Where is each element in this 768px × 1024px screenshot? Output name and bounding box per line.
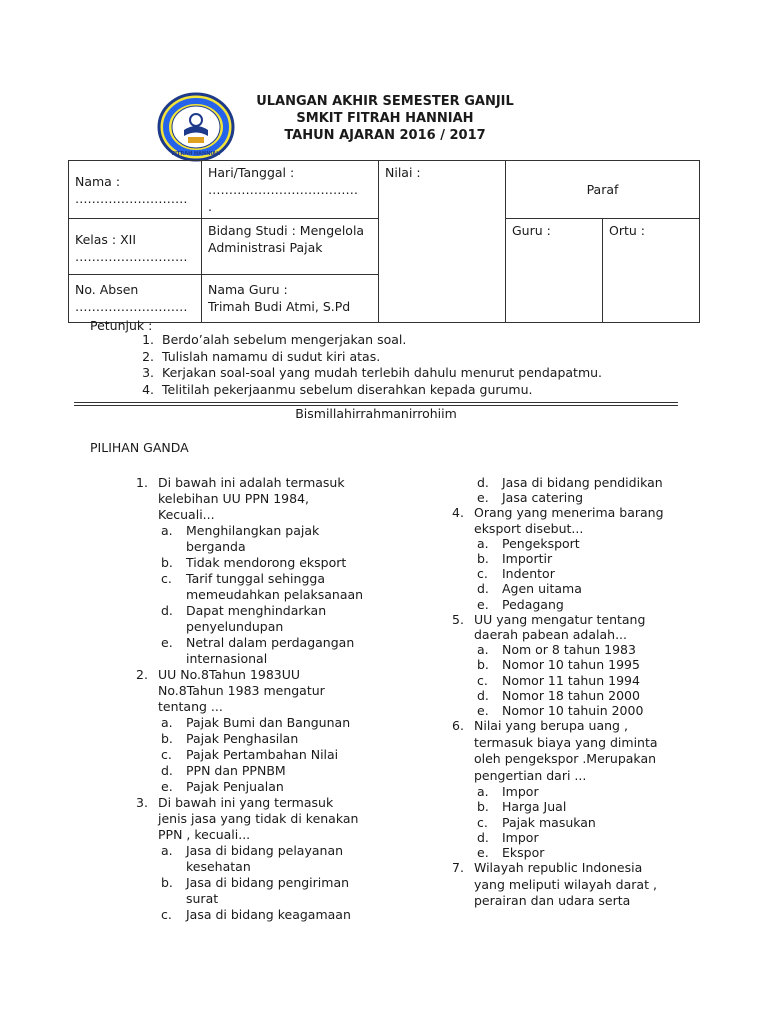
divider (74, 402, 678, 403)
paraf-cell (506, 161, 700, 219)
question-number: 3. (136, 795, 148, 810)
petunjuk-item: 4. Telitilah pekerjaanmu sebelum diserahkan kepada gurumu. (158, 382, 602, 399)
namaguru-label: Nama Guru : (208, 282, 288, 297)
option: e. Netral dalam perdagangan internasional (161, 635, 355, 666)
question-number: 4. (452, 505, 464, 521)
logo-text: FITRAH HANNIAH (171, 151, 221, 157)
hari-cell (202, 161, 379, 219)
question-3 (136, 795, 376, 923)
kelas-cell (69, 219, 202, 275)
paraf-label: Paraf (586, 182, 619, 197)
question-3-continued (452, 475, 702, 505)
option: a. Menghilangkan pajak berganda (161, 523, 320, 554)
option: c. Pajak masukan (477, 814, 596, 830)
question-text: termasuk biaya yang diminta (474, 734, 658, 750)
bidang-cell (202, 219, 379, 275)
question-text: yang meliputi wilayah darat , (474, 876, 657, 892)
option: b. Importir (477, 551, 553, 567)
kelas-label: Kelas : XII (75, 232, 137, 247)
petunjuk-title: Petunjuk : (90, 318, 153, 333)
petunjuk-item: 3. Kerjakan soal-soal yang mudah terlebih dahulu menurut pendapatmu. (158, 365, 602, 382)
option: b. Pajak Penghasilan (161, 731, 299, 746)
petunjuk-item: 1. Berdo’alah sebelum mengerjakan soal. (158, 332, 602, 349)
question-text: pengertian dari ... (474, 767, 587, 783)
kelas-dots: ……………………… (75, 249, 188, 264)
hari-dot: . (208, 199, 212, 214)
option: e. Nomor 10 tahuin 2000 (477, 703, 644, 719)
question-text: kelebihan UU PPN 1984, (158, 491, 309, 506)
question-text: Nilai yang berupa uang , (474, 718, 628, 734)
right-column (452, 475, 702, 910)
question-text: No.8Tahun 1983 mengatur (158, 683, 325, 698)
option: b. Nomor 10 tahun 1995 (477, 657, 640, 673)
question-text: UU No.8Tahun 1983UU (158, 667, 301, 682)
question-text: Di bawah ini yang termasuk (158, 795, 334, 810)
option: b. Tidak mendorong eksport (161, 555, 347, 570)
question-number: 2. (136, 667, 148, 682)
nama-dots: ……………………… (75, 191, 188, 206)
option: d. Dapat menghindarkan penyelundupan (161, 603, 327, 634)
question-text: tentang ... (158, 699, 223, 714)
ortu-sign-cell (603, 219, 700, 323)
question-text: Orang yang menerima barang (474, 505, 664, 521)
option: a. Pajak Bumi dan Bangunan (161, 715, 351, 730)
question-text: oleh pengekspor .Merupakan (474, 751, 657, 767)
option: b. Harga Jual (477, 799, 567, 815)
petunjuk-list (118, 332, 602, 398)
namaguru-cell (202, 275, 379, 323)
option: a. Jasa di bidang pelayanan kesehatan (161, 843, 344, 874)
absen-label: No. Absen (75, 282, 139, 297)
question-text: eksport disebut... (474, 520, 584, 536)
nama-label: Nama : (75, 174, 121, 189)
question-2 (136, 667, 376, 795)
option: d. Agen uitama (477, 581, 582, 597)
question-5 (452, 612, 702, 718)
option: c. Tarif tunggal sehingga memeudahkan pelaksanaan (161, 571, 364, 602)
option: b. Jasa di bidang pengiriman surat (161, 875, 350, 906)
left-column (136, 475, 376, 923)
question-number: 6. (452, 718, 464, 734)
question-text: PPN , kecuali... (158, 827, 251, 842)
question-text: jenis jasa yang tidak di kenakan (158, 811, 359, 826)
student-info-table (68, 160, 700, 323)
bidang-line1: Bidang Studi : Mengelola (208, 223, 365, 238)
school-name: SMKIT FITRAH HANNIAH (296, 111, 474, 126)
guru-sign-cell (506, 219, 603, 323)
option: e. Jasa catering (477, 490, 584, 506)
petunjuk-item: 2. Tulislah namamu di sudut kiri atas. (158, 349, 602, 366)
bidang-line2: Administrasi Pajak (208, 240, 323, 255)
option: d. Impor (477, 829, 539, 845)
question-6 (452, 718, 702, 860)
section-title: PILIHAN GANDA (90, 440, 189, 455)
question-text: UU yang mengatur tentang (474, 611, 646, 627)
absen-cell (69, 275, 202, 323)
option: e. Pedagang (477, 596, 564, 612)
nama-cell (69, 161, 202, 219)
bismillah-text: Bismillahirrahmanirrohiim (295, 406, 457, 421)
question-number: 7. (452, 860, 464, 876)
option: a. Nom or 8 tahun 1983 (477, 642, 636, 658)
question-1 (136, 475, 376, 667)
question-text: Di bawah ini adalah termasuk (158, 475, 345, 490)
option: c. Jasa di bidang keagamaan (161, 907, 351, 922)
option: c. Indentor (477, 566, 555, 582)
option: a. Impor (477, 784, 539, 800)
nilai-label: Nilai : (385, 165, 421, 180)
option: d. PPN dan PPNBM (161, 763, 286, 778)
option: d. Jasa di bidang pendidikan (477, 475, 663, 490)
ortu-label: Ortu : (609, 223, 645, 238)
question-7 (452, 860, 702, 910)
hari-dots: ……………………………… (208, 182, 358, 197)
absen-dots: ……………………… (75, 299, 188, 314)
option: a. Pengeksport (477, 535, 580, 551)
exam-title: ULANGAN AKHIR SEMESTER GANJIL (256, 94, 514, 109)
hari-label: Hari/Tanggal : (208, 165, 295, 180)
option: c. Pajak Pertambahan Nilai (161, 747, 339, 762)
question-text: daerah pabean adalah... (474, 627, 627, 643)
option: e. Pajak Penjualan (161, 779, 284, 794)
question-number: 1. (136, 475, 148, 490)
guru-label: Guru : (512, 223, 551, 238)
nilai-cell (379, 161, 506, 323)
question-4 (452, 505, 702, 611)
option: d. Nomor 18 tahun 2000 (477, 687, 640, 703)
option: e. Ekspor (477, 845, 545, 861)
option: c. Nomor 11 tahun 1994 (477, 672, 640, 688)
question-text: perairan dan udara serta (474, 893, 631, 909)
question-text: Wilayah republic Indonesia (474, 860, 643, 876)
question-text: Kecuali... (158, 507, 215, 522)
academic-year: TAHUN AJARAN 2016 / 2017 (284, 128, 486, 143)
question-number: 5. (452, 611, 464, 627)
namaguru-value: Trimah Budi Atmi, S.Pd (208, 299, 351, 314)
